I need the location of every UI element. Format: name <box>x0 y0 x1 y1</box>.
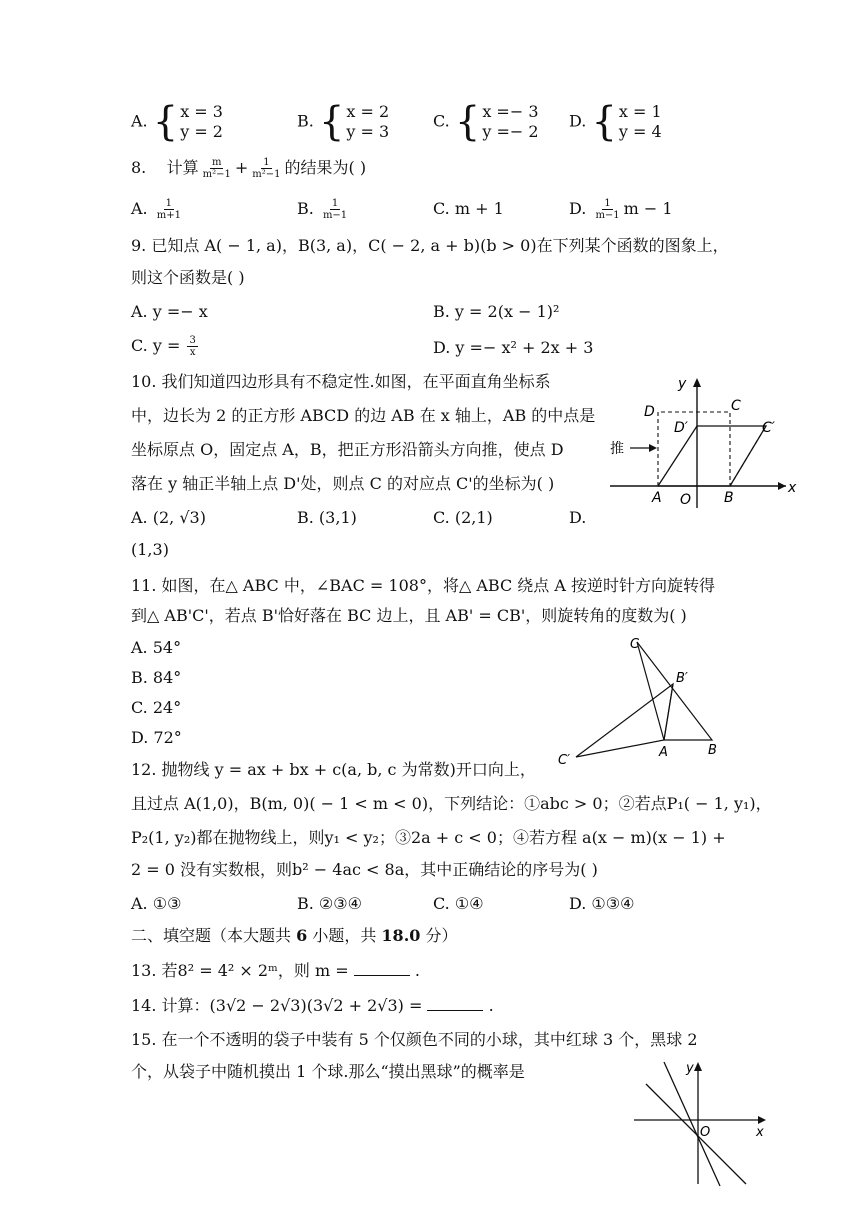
q14-stem <box>131 995 494 1017</box>
q11-option-c: C. 24° <box>131 698 182 717</box>
option-text: C. y = <box>131 336 181 355</box>
option-letter: B. <box>297 199 314 218</box>
q7-option-d <box>569 99 662 145</box>
plus-sign: + <box>234 158 249 177</box>
q12-option-d: D. ①③④ <box>569 894 635 913</box>
question-count: 6 <box>296 926 308 945</box>
denominator: m²−1 <box>202 169 231 180</box>
q10-stem-line1: 10. 我们知道四边形具有不稳定性.如图，在平面直角坐标系 <box>131 372 551 391</box>
equation-system: { x =− 3 y =− 2 <box>454 99 539 145</box>
label-b: B <box>708 743 717 758</box>
label-push: 推 <box>610 441 624 457</box>
q12-option-b: B. ②③④ <box>297 894 362 913</box>
option-letter: C. <box>433 111 450 131</box>
q10-option-c: C. (2,1) <box>433 508 493 527</box>
q8-option-a <box>131 198 185 221</box>
section-text: 二、填空题（本大题共 <box>131 926 297 945</box>
label-o: O <box>700 1125 711 1140</box>
q11-option-b: B. 84° <box>131 668 182 687</box>
answer-blank[interactable] <box>427 996 483 1011</box>
fraction <box>155 198 183 221</box>
label-a: A <box>659 745 668 760</box>
label-b-prime: B′ <box>676 671 688 686</box>
equation-system: { x = 1 y = 4 <box>591 99 662 145</box>
numerator: 1 <box>263 157 270 168</box>
option-text: m + 1 <box>454 199 504 218</box>
section-heading-fill-in <box>131 925 457 947</box>
q10-option-b: B. (3,1) <box>297 508 357 527</box>
fraction <box>187 335 197 358</box>
fraction <box>201 157 233 180</box>
q12-option-a: A. ①③ <box>131 894 182 913</box>
q10-stem-line2: 中，边长为 2 的正方形 ABCD 的边 AB 在 x 轴上，AB 的中点是 <box>131 406 596 425</box>
q10-coordinate-figure <box>600 372 800 512</box>
label-c: C <box>630 637 640 652</box>
label-a: A <box>652 490 662 506</box>
question-number: 8. <box>131 158 147 177</box>
q12-stem-line2: 且过点 A(1,0)，B(m, 0)( − 1 < m < 0)，下列结论：①abc > 0；②若点P₁( − 1, y₁)， <box>131 794 772 813</box>
denominator: m+1 <box>156 210 181 221</box>
q10-option-d: D. <box>569 508 587 527</box>
q9-option-d: D. y =− x² + 2x + 3 <box>433 338 594 357</box>
equation-row: y = 4 <box>618 122 662 141</box>
q12-stem-line3: P₂(1, y₂)都在抛物线上，则y₁ < y₂；③2a + c < 0；④若方程 a(x − m)(x − 1) + <box>131 828 726 847</box>
q15-stem-line2: 个，从袋子中随机摸出 1 个球.那么“摸出黑球”的概率是 <box>131 1062 525 1081</box>
equation-row: y =− 2 <box>482 122 539 141</box>
label-y: y <box>678 376 687 392</box>
equation-row: y = 3 <box>346 122 390 141</box>
label-y: y <box>686 1061 694 1076</box>
equation-row: x =− 3 <box>482 102 539 121</box>
fraction <box>593 198 621 221</box>
label-c-prime: C′ <box>558 753 571 768</box>
question-text: 的结果为( ) <box>284 158 367 177</box>
total-score: 18.0 <box>381 926 421 945</box>
option-letter: D. <box>569 111 587 131</box>
answer-blank[interactable] <box>354 961 410 976</box>
q9-option-c <box>131 335 200 358</box>
label-d-prime: D′ <box>674 420 688 436</box>
push-arrowhead <box>649 444 657 452</box>
q11-triangle-figure <box>550 632 740 772</box>
option-letter: A. <box>131 111 148 131</box>
x-axis-arrow <box>758 1116 766 1124</box>
x-axis-arrow <box>778 482 786 490</box>
q7-option-c <box>433 99 539 145</box>
equation-row: x = 2 <box>346 102 390 121</box>
numerator: 1 <box>604 198 611 209</box>
q10-stem-line3: 坐标原点 O，固定点 A，B，把正方形沿箭头方向推，使点 D <box>131 440 564 459</box>
option-letter: A. <box>131 199 148 218</box>
numerator: m <box>212 157 222 168</box>
q15-coordinate-figure <box>630 1058 780 1188</box>
q11-stem-line1: 11. 如图，在△ ABC 中，∠BAC = 108°，将△ ABC 绕点 A 按逆时针方向旋转得 <box>131 576 715 595</box>
original-square <box>658 412 730 486</box>
question-text: . <box>414 961 420 980</box>
q9-stem-line1: 9. 已知点 A( − 1, a)，B(3, a)，C( − 2, a + b)(b > 0)在下列某个函数的图象上， <box>131 236 729 255</box>
denominator: m²−1 <box>252 169 281 180</box>
question-text: . <box>488 996 494 1015</box>
q15-stem-line1: 15. 在一个不透明的袋子中装有 5 个仅颜色不同的小球，其中红球 3 个，黑球 2 <box>131 1030 698 1049</box>
q10-option-a: A. (2, √3) <box>131 508 206 527</box>
label-x: x <box>788 480 797 496</box>
label-d: D <box>644 404 655 420</box>
y-axis-arrow <box>694 1062 702 1071</box>
q10-stem-line4: 落在 y 轴正半轴上点 D'处，则点 C 的对应点 C'的坐标为( ) <box>131 474 555 493</box>
option-letter: C. <box>433 199 450 218</box>
equation-row: x = 3 <box>180 102 223 121</box>
line-graph-2 <box>664 1062 720 1186</box>
label-c-prime: C′ <box>762 420 775 436</box>
q9-option-b: B. y = 2(x − 1)² <box>433 302 560 321</box>
q11-option-a: A. 54° <box>131 638 182 657</box>
q12-stem-line1: 12. 抛物线 y = ax + bx + c(a, b, c 为常数)开口向上， <box>131 760 536 779</box>
equation-row: y = 2 <box>180 122 223 141</box>
label-x: x <box>756 1125 764 1140</box>
label-c: C <box>731 398 741 414</box>
q8-stem <box>131 157 366 180</box>
q11-stem-line2: 到△ AB'C'，若点 B'恰好落在 BC 边上，且 AB' = CB'，则旋转角的度数为( ) <box>131 606 687 625</box>
q13-stem <box>131 960 420 982</box>
q8-option-d <box>569 198 673 221</box>
triangle-abc <box>637 642 712 740</box>
label-b: B <box>724 490 734 506</box>
section-text: 分） <box>420 926 458 945</box>
denominator: m−1 <box>595 210 620 221</box>
denominator: x <box>189 347 196 358</box>
fraction <box>250 157 282 180</box>
q7-option-b <box>297 99 390 145</box>
q7-option-a <box>131 99 223 145</box>
denominator: m−1 <box>322 210 348 221</box>
segment-ab-prime <box>664 684 673 740</box>
option-letter: B. <box>297 111 314 131</box>
q10-option-d-value: (1,3) <box>131 540 169 559</box>
y-axis-arrow <box>693 378 701 387</box>
q9-stem-line2: 则这个函数是( ) <box>131 268 245 287</box>
label-o: O <box>680 492 692 508</box>
q11-option-d: D. 72° <box>131 728 182 747</box>
option-text: m − 1 <box>623 199 673 218</box>
q8-option-c <box>433 198 504 220</box>
q12-option-c: C. ①④ <box>433 894 484 913</box>
numerator: 1 <box>331 198 339 209</box>
question-text: 14. 计算：(3√2 − 2√3)(3√2 + 2√3) = <box>131 996 423 1015</box>
equation-system: { x = 2 y = 3 <box>318 99 390 145</box>
q8-option-b <box>297 198 351 221</box>
question-text: 13. 若8² = 4² × 2ᵐ，则 m = <box>131 961 349 980</box>
q9-option-a: A. y =− x <box>131 302 208 321</box>
q12-stem-line4: 2 = 0 没有实数根，则b² − 4ac < 8a，其中正确结论的序号为( ) <box>131 860 598 879</box>
section-text: 小题，共 <box>307 926 382 945</box>
equation-row: x = 1 <box>618 102 662 121</box>
fraction <box>321 198 349 221</box>
equation-system: { x = 3 y = 2 <box>152 99 223 145</box>
question-text: 计算 <box>166 158 199 177</box>
numerator: 1 <box>165 198 173 209</box>
numerator: 3 <box>189 335 196 346</box>
option-letter: D. <box>569 199 587 218</box>
